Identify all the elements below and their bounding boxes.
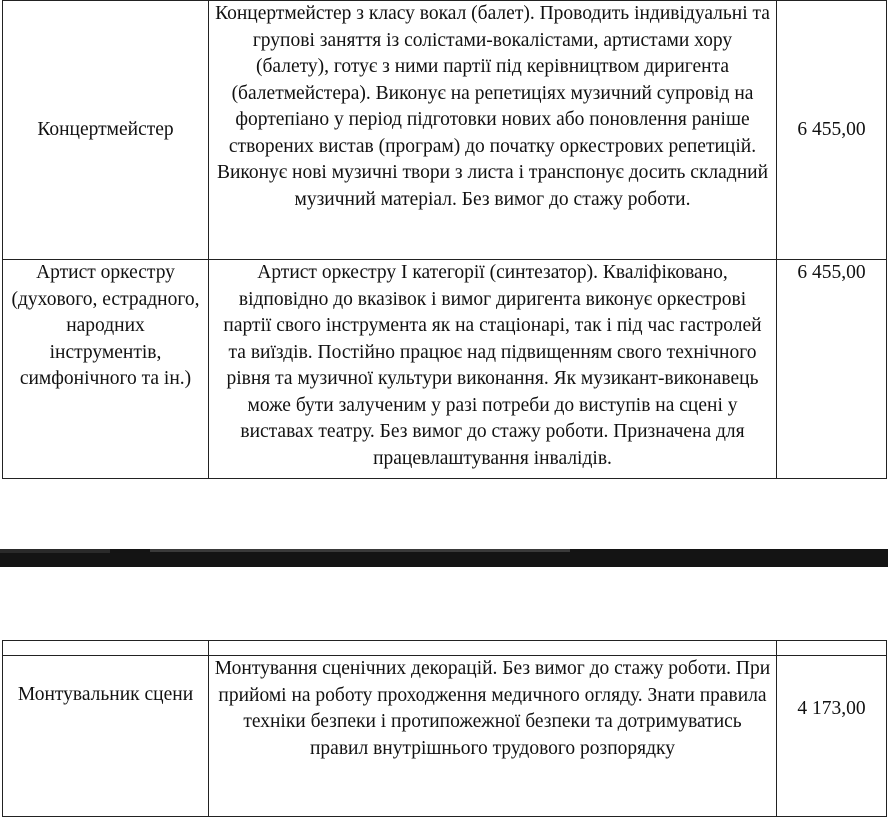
scan-page-break-bar — [0, 549, 888, 567]
salary-cell: 6 455,00 — [777, 260, 887, 479]
empty-cell — [3, 641, 209, 656]
table-header-row — [3, 641, 887, 656]
position-cell: Монтувальник сцени — [3, 656, 209, 817]
table-row — [3, 656, 887, 817]
position-cell: Артист оркестру (духового, естрадного, народних інструментів, симфонічного та ін.) — [3, 260, 209, 479]
bar-artifact — [150, 549, 570, 552]
vacancy-table-top — [2, 0, 887, 479]
position-cell: Концертмейстер — [3, 1, 209, 260]
vacancy-table-bottom — [2, 640, 887, 817]
empty-cell — [777, 641, 887, 656]
description-cell: Монтування сценічних декорацій. Без вимог до стажу роботи. При прийомі на роботу проходження медичного огляду. Знати правила техніки безпеки і протипожежної безпеки та дотримуватись правил внутрішнього трудового розпорядку — [209, 656, 777, 817]
salary-cell: 4 173,00 — [777, 656, 887, 817]
description-cell: Артист оркестру І категорії (синтезатор). Кваліфіковано, відповідно до вказівок і вимог диригента виконує оркестрові партії свого інструмента як на стаціонарі, так і під час гастролей та виїздів. Постійно працює над підвищенням свого технічного рівня та музичної культури виконання. Як музикант-виконавець може бути залученим у разі потреби до виступів на сцені у виставах театру. Без вимог до стажу роботи. Призначена для працевлаштування інвалідів. — [209, 260, 777, 479]
bar-artifact — [0, 549, 110, 553]
salary-cell: 6 455,00 — [777, 1, 887, 260]
description-cell: Концертмейстер з класу вокал (балет). Проводить індивідуальні та групові заняття із солістами-вокалістами, артистами хору (балету), готує з ними партії під керівництвом диригента (балетмейстера). Виконує на репетиціях музичний супровід на фортепіано у період підготовки нових або поновлення раніше створених вистав (програм) до початку оркестрових репетицій. Виконує нові музичні твори з листа і транспонує досить складний музичний матеріал. Без вимог до стажу роботи. — [209, 1, 777, 260]
table-row — [3, 1, 887, 260]
empty-cell — [209, 641, 777, 656]
table-row — [3, 260, 887, 479]
